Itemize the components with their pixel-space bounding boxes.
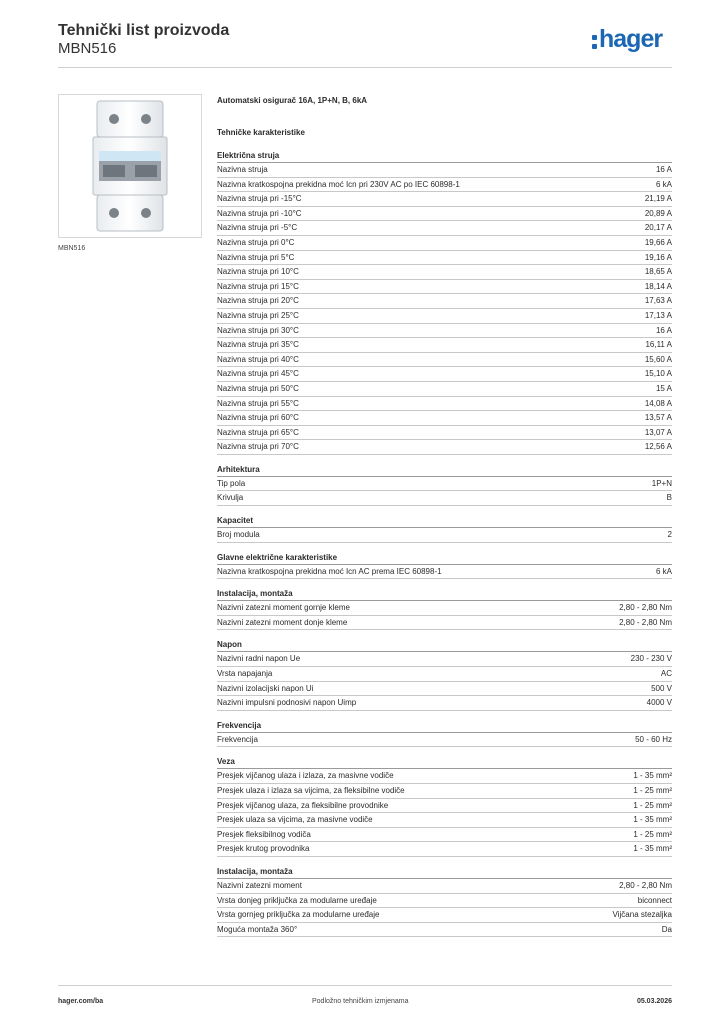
- spec-label: Nazivna struja pri 20°C: [217, 296, 299, 306]
- spec-row: [217, 769, 672, 784]
- spec-value: 16 A: [655, 165, 672, 174]
- spec-value: 2,80 - 2,80 Nm: [619, 603, 672, 613]
- spec-label: Presjek ulaza sa vijcima, za masivne vodiče: [217, 815, 373, 825]
- spec-value: B: [666, 493, 672, 503]
- spec-value: 2,80 - 2,80 Nm: [619, 617, 672, 627]
- spec-label: Moguća montaža 360°: [217, 924, 298, 934]
- spec-label: Vrsta donjeg priključka za modularne uređaje: [217, 895, 377, 905]
- spec-row: [217, 236, 672, 251]
- spec-value: 1 - 25 mm²: [633, 800, 672, 810]
- spec-section: [217, 756, 672, 857]
- spec-row: [217, 799, 672, 814]
- spec-row: [217, 251, 672, 266]
- spec-row: [217, 324, 672, 339]
- spec-row: [217, 397, 672, 412]
- section-title: Kapacitet: [217, 515, 672, 528]
- section-title: Veza: [217, 756, 672, 769]
- spec-row: [217, 923, 672, 938]
- spec-row: [217, 411, 672, 426]
- product-image: [58, 94, 202, 238]
- spec-label: Nazivna struja pri 5°C: [217, 252, 295, 262]
- spec-value: 15,10 A: [644, 369, 672, 379]
- spec-value: 1 - 25 mm²: [633, 829, 672, 839]
- spec-row: [217, 528, 672, 543]
- spec-label: Nazivna struja pri 35°C: [217, 340, 299, 350]
- characteristics-heading: Tehničke karakteristike: [217, 128, 305, 137]
- spec-value: 12,56 A: [644, 442, 672, 452]
- spec-label: Nazivna struja pri 45°C: [217, 369, 299, 379]
- spec-section: [217, 639, 672, 710]
- spec-value: 17,13 A: [644, 310, 672, 320]
- spec-value: 13,57 A: [644, 413, 672, 423]
- spec-label: Nazivna struja pri 55°C: [217, 398, 299, 408]
- spec-value: AC: [660, 669, 672, 679]
- spec-label: Nazivna kratkospojna prekidna moć Icn AC prema IEC 60898-1: [217, 566, 442, 576]
- image-caption: MBN516: [58, 245, 86, 252]
- spec-label: Nazivna struja pri 0°C: [217, 237, 295, 247]
- spec-value: 17,63 A: [644, 296, 672, 306]
- spec-row: [217, 696, 672, 711]
- spec-section: [217, 588, 672, 630]
- spec-value: 15,60 A: [644, 354, 672, 364]
- spec-row: [217, 353, 672, 368]
- spec-row: [217, 192, 672, 207]
- spec-label: Nazivna kratkospojna prekidna moć Icn pri 230V AC po IEC 60898-1: [217, 179, 460, 189]
- spec-label: Nazivna struja: [217, 165, 268, 174]
- spec-value: 20,89 A: [644, 208, 672, 218]
- spec-value: 1 - 35 mm²: [633, 844, 672, 854]
- spec-value: 1 - 35 mm²: [633, 815, 672, 825]
- section-title: Napon: [217, 639, 672, 652]
- spec-value: 18,14 A: [644, 281, 672, 291]
- spec-row: [217, 652, 672, 667]
- spec-row: [217, 163, 672, 178]
- product-name: Automatski osigurač 16A, 1P+N, B, 6kA: [217, 96, 368, 105]
- spec-row: [217, 338, 672, 353]
- spec-label: Nazivna struja pri 15°C: [217, 281, 299, 291]
- spec-value: 230 - 230 V: [630, 654, 672, 664]
- spec-row: [217, 426, 672, 441]
- section-title: Instalacija, montaža: [217, 866, 672, 879]
- spec-sections: [217, 150, 672, 937]
- section-title: Frekvencija: [217, 720, 672, 733]
- spec-label: Nazivni zatezni moment gornje kleme: [217, 603, 350, 613]
- spec-value: 14,08 A: [644, 398, 672, 408]
- spec-row: [217, 616, 672, 631]
- spec-label: Nazivni impulsni podnosivi napon Uimp: [217, 698, 357, 708]
- spec-row: [217, 294, 672, 309]
- spec-label: Nazivna struja pri 70°C: [217, 442, 299, 452]
- spec-label: Nazivni izolacijski napon Ui: [217, 683, 314, 693]
- spec-label: Nazivna struja pri 60°C: [217, 413, 299, 423]
- spec-value: 1 - 35 mm²: [633, 771, 672, 781]
- spec-label: Tip pola: [217, 478, 246, 488]
- spec-label: Presjek vijčanog ulaza i izlaza, za masivne vodiče: [217, 771, 394, 781]
- spec-label: Nazivna struja pri -10°C: [217, 208, 302, 218]
- spec-value: 2: [667, 530, 672, 540]
- spec-label: Nazivna struja pri 25°C: [217, 310, 299, 320]
- spec-section: [217, 720, 672, 748]
- spec-label: Nazivna struja pri -5°C: [217, 223, 298, 233]
- spec-value: 50 - 60 Hz: [635, 734, 672, 744]
- logo-text: hager: [599, 25, 663, 53]
- spec-row: [217, 908, 672, 923]
- spec-label: Vrsta napajanja: [217, 669, 273, 679]
- spec-value: 1 - 25 mm²: [633, 786, 672, 795]
- spec-row: [217, 280, 672, 295]
- spec-row: [217, 879, 672, 894]
- spec-row: [217, 813, 672, 828]
- spec-label: Krivulja: [217, 493, 244, 503]
- spec-label: Nazivna struja pri 65°C: [217, 427, 299, 437]
- footer-date: 05.03.2026: [636, 998, 672, 1005]
- spec-label: Nazivni zatezni moment donje kleme: [217, 617, 348, 627]
- footer-disclaimer: Podložno tehničkim izmjenama: [312, 998, 409, 1005]
- spec-value: biconnect: [637, 895, 672, 905]
- product-code: MBN516: [58, 40, 117, 57]
- spec-value: 500 V: [651, 683, 672, 693]
- spec-row: [217, 491, 672, 506]
- spec-label: Broj modula: [217, 530, 260, 540]
- spec-label: Nazivni zatezni moment: [217, 880, 302, 890]
- spec-value: 4000 V: [646, 698, 672, 708]
- spec-label: Frekvencija: [217, 734, 258, 744]
- spec-section: [217, 866, 672, 937]
- spec-value: 2,80 - 2,80 Nm: [619, 880, 672, 890]
- circuit-breaker-icon: [59, 95, 201, 237]
- spec-value: 19,16 A: [644, 252, 672, 262]
- spec-label: Presjek vijčanog ulaza, za fleksibilne provodnike: [217, 800, 389, 810]
- spec-row: [217, 207, 672, 222]
- spec-section: [217, 464, 672, 506]
- spec-value: Vijčana stezaljka: [612, 910, 672, 920]
- spec-value: 1P+N: [651, 478, 672, 488]
- section-title: Električna struja: [217, 150, 672, 163]
- spec-label: Presjek ulaza i izlaza sa vijcima, za fleksibilne vodiče: [217, 786, 405, 795]
- spec-label: Vrsta gornjeg priključka za modularne uređaje: [217, 910, 380, 920]
- spec-content: [217, 94, 672, 937]
- spec-value: 19,66 A: [644, 237, 672, 247]
- spec-row: [217, 784, 672, 799]
- document-title: Tehnički list proizvoda: [58, 22, 230, 39]
- spec-label: Nazivna struja pri -15°C: [217, 194, 302, 204]
- spec-value: 20,17 A: [644, 223, 672, 233]
- spec-label: Nazivna struja pri 30°C: [217, 325, 299, 335]
- spec-value: 21,19 A: [644, 194, 672, 204]
- spec-value: 16,11 A: [645, 340, 672, 350]
- spec-value: 18,65 A: [644, 267, 672, 277]
- spec-section: [217, 552, 672, 580]
- spec-label: Nazivna struja pri 40°C: [217, 354, 299, 364]
- footer-website[interactable]: hager.com/ba: [58, 998, 104, 1005]
- spec-label: Nazivni radni napon Ue: [217, 654, 301, 664]
- spec-row: [217, 178, 672, 193]
- spec-label: Nazivna struja pri 50°C: [217, 383, 299, 393]
- spec-row: [217, 733, 672, 748]
- footer-divider: [58, 985, 672, 986]
- spec-section: [217, 515, 672, 543]
- spec-value: 6 kA: [655, 179, 672, 189]
- spec-value: Da: [661, 924, 672, 934]
- spec-row: [217, 309, 672, 324]
- spec-value: 15 A: [655, 383, 672, 393]
- spec-row: [217, 565, 672, 580]
- spec-row: [217, 682, 672, 697]
- spec-row: [217, 265, 672, 280]
- spec-value: 13,07 A: [644, 427, 672, 437]
- spec-row: [217, 221, 672, 236]
- spec-section: [217, 150, 672, 455]
- logo-dots-icon: [592, 35, 597, 53]
- section-title: Glavne električne karakteristike: [217, 552, 672, 565]
- spec-value: 16 A: [655, 325, 672, 335]
- spec-row: [217, 382, 672, 397]
- section-title: Instalacija, montaža: [217, 588, 672, 601]
- spec-row: [217, 477, 672, 492]
- spec-row: [217, 667, 672, 682]
- spec-label: Presjek fleksibilnog vodiča: [217, 829, 311, 839]
- header-divider: [58, 67, 672, 68]
- spec-label: Presjek krutog provodnika: [217, 844, 310, 854]
- spec-label: Nazivna struja pri 10°C: [217, 267, 299, 277]
- spec-row: [217, 828, 672, 843]
- spec-value: 6 kA: [655, 566, 672, 576]
- spec-row: [217, 894, 672, 909]
- spec-row: [217, 440, 672, 455]
- section-title: Arhitektura: [217, 464, 672, 477]
- spec-row: [217, 601, 672, 616]
- spec-row: [217, 367, 672, 382]
- spec-row: [217, 842, 672, 857]
